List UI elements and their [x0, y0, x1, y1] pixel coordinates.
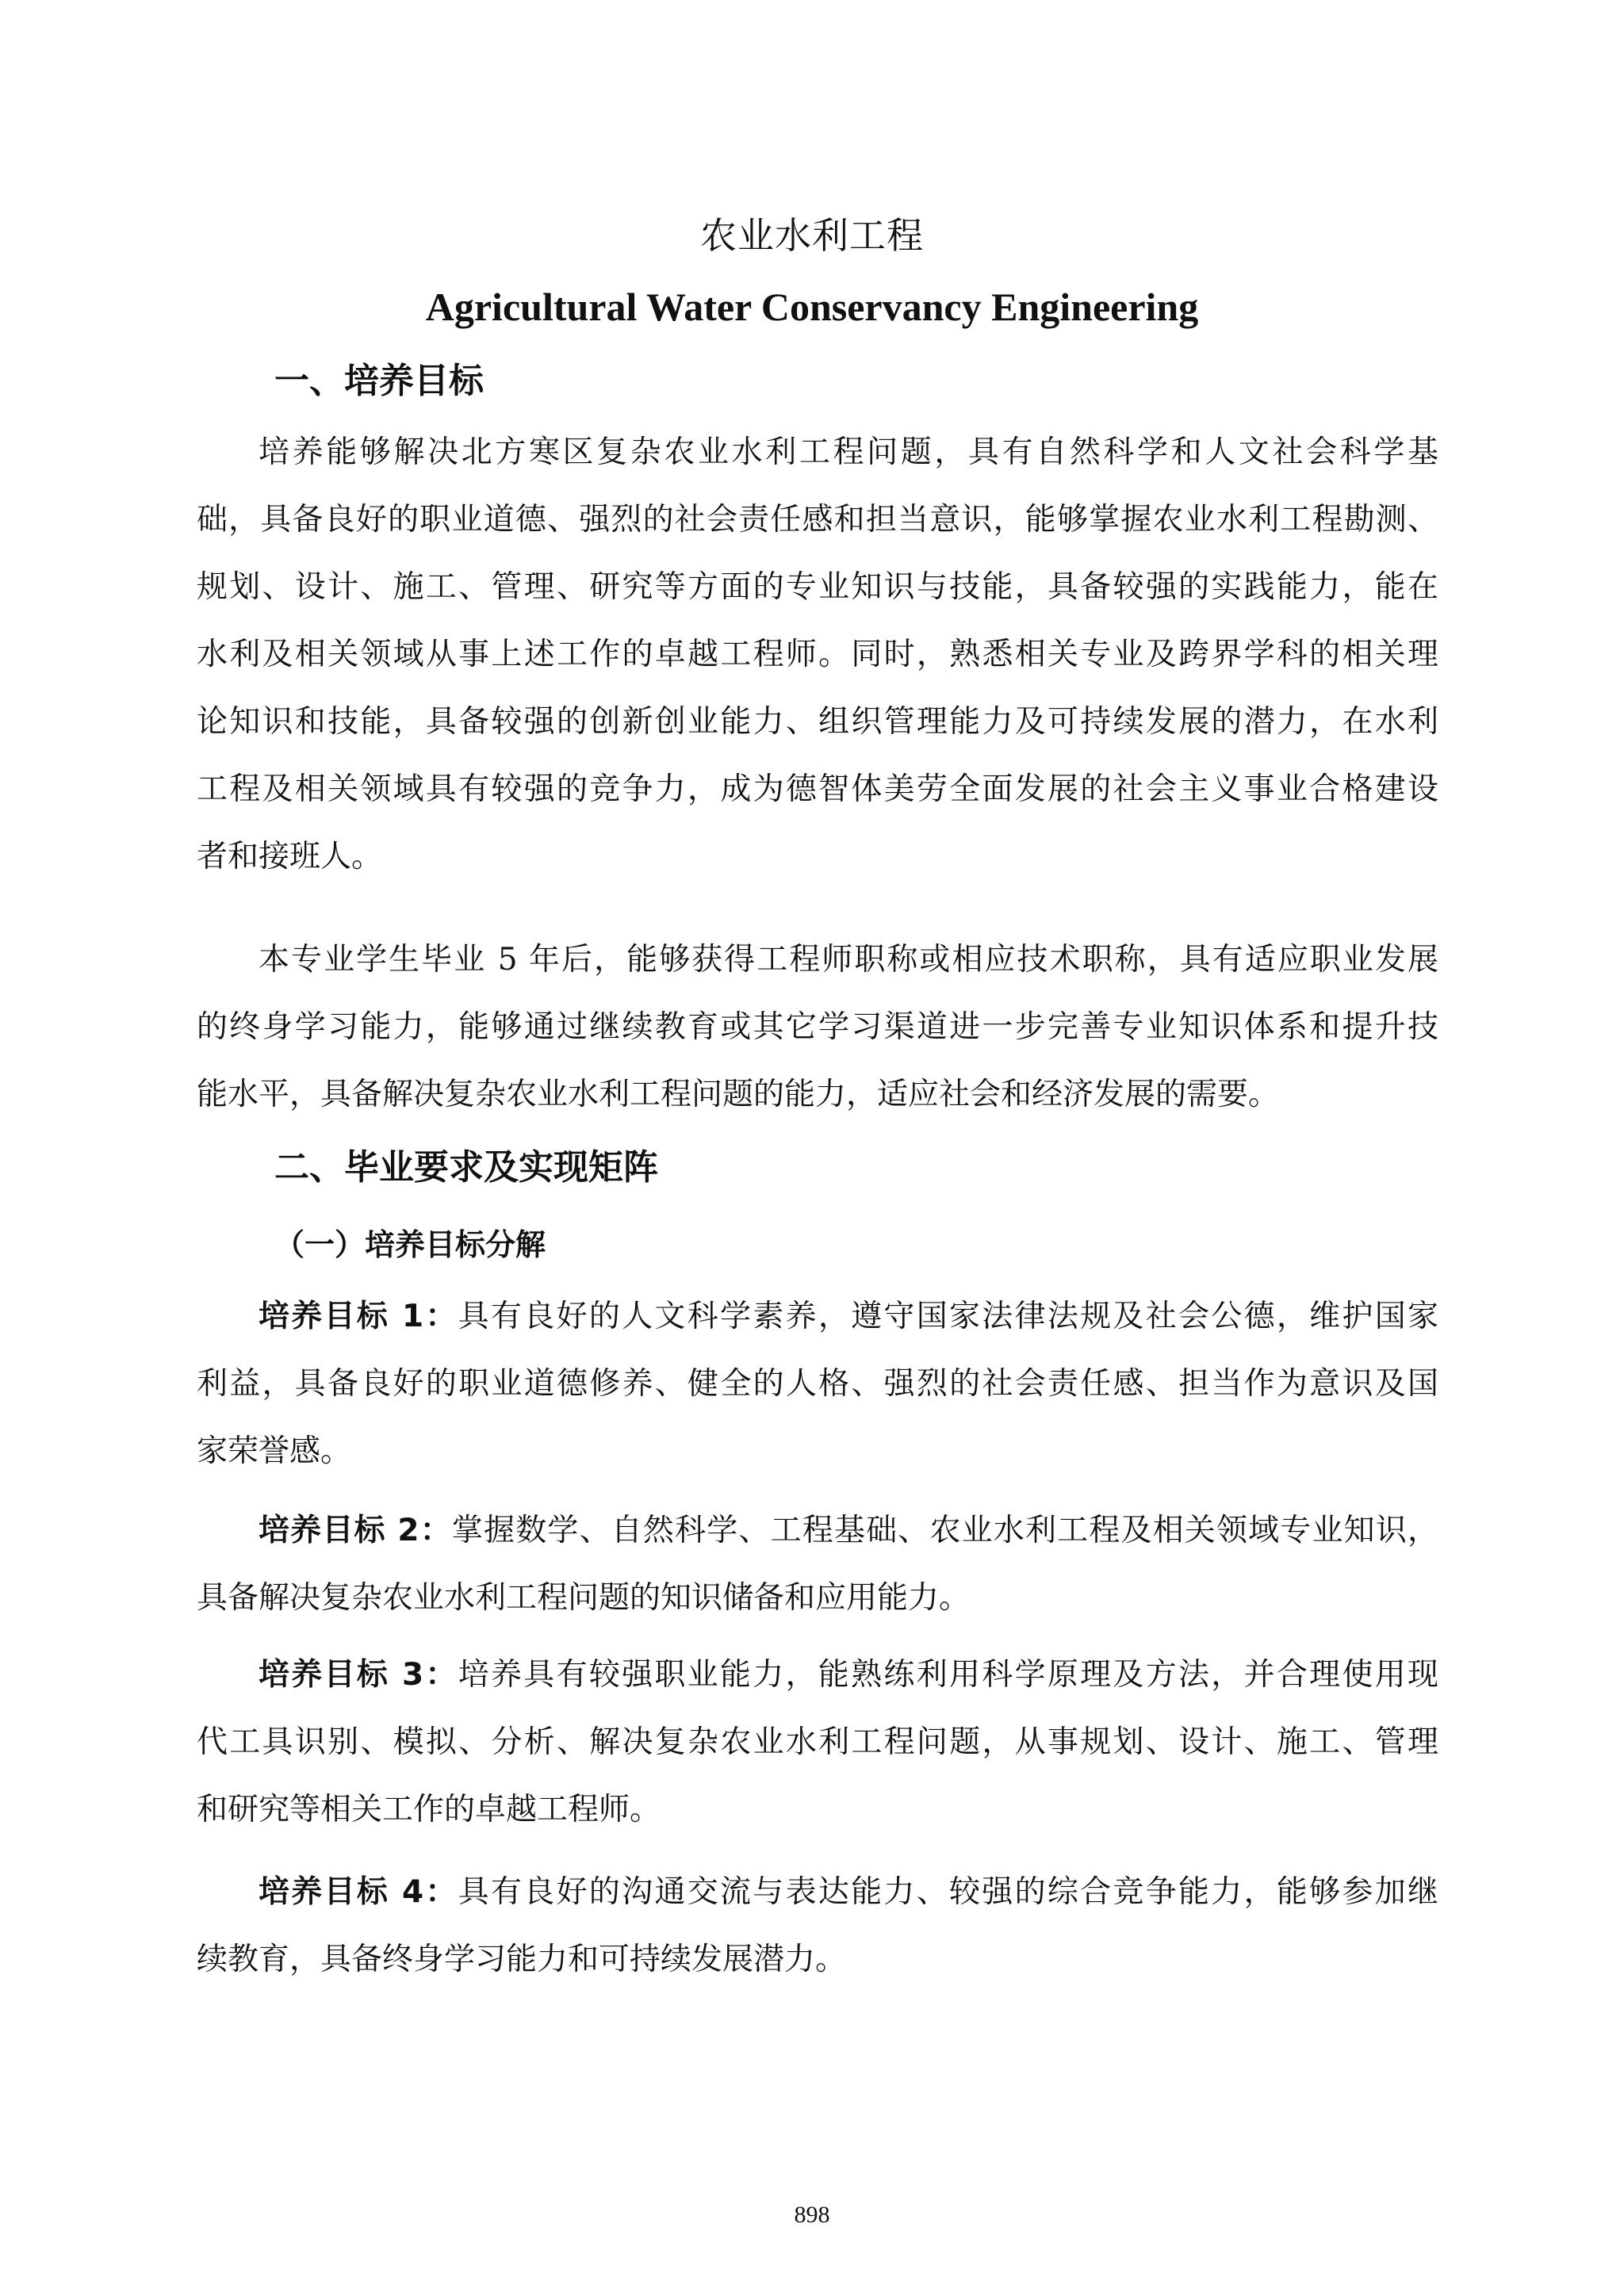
text-line: 续教育，具备终身学习能力和可持续发展潜力。	[197, 1942, 847, 1977]
objective-text: 具有良好的沟通交流与表达能力、较强的综合竞争能力，能够参加继	[458, 1874, 1438, 1910]
training-objective-2	[197, 1497, 1438, 1632]
text-line: 能水平，具备解决复杂农业水利工程问题的能力，适应社会和经济发展的需要。	[197, 1077, 1280, 1112]
objective-text: 培养具有较强职业能力，能熟练利用科学原理及方法，并合理使用现	[458, 1657, 1438, 1693]
objective-label: 培养目标 2：	[259, 1513, 452, 1548]
text-line: 本专业学生毕业 5 年后，能够获得工程师职称或相应技术职称，具有适应职业发展	[259, 942, 1438, 978]
text-line: 水利及相关领域从事上述工作的卓越工程师。同时，熟悉相关专业及跨界学科的相关理	[197, 637, 1438, 672]
text-line: 培养能够解决北方寒区复杂农业水利工程问题，具有自然科学和人文社会科学基	[259, 434, 1438, 470]
training-objective-3	[197, 1641, 1438, 1843]
text-line: 家荣誉感。	[197, 1433, 352, 1469]
objective-text: 掌握数学、自然科学、工程基础、农业水利工程及相关领域专业知识，	[451, 1513, 1438, 1548]
section-heading-training-objectives: 一、培养目标	[274, 361, 484, 401]
subsection-heading-objective-breakdown: （一）培养目标分解	[274, 1227, 546, 1262]
objective-text: 具有良好的人文科学素养，遵守国家法律法规及社会公德，维护国家	[458, 1299, 1438, 1334]
text-line: 的终身学习能力，能够通过继续教育或其它学习渠道进一步完善专业知识体系和提升技	[197, 1009, 1438, 1045]
text-line: 利益，具备良好的职业道德修养、健全的人格、强烈的社会责任感、担当作为意识及国	[197, 1366, 1438, 1402]
text-line: 论知识和技能，具备较强的创新创业能力、组织管理能力及可持续发展的潜力，在水利	[197, 704, 1438, 740]
text-line: 和研究等相关工作的卓越工程师。	[197, 1792, 661, 1827]
training-objective-4	[197, 1858, 1438, 1993]
page-number: 898	[794, 2202, 830, 2228]
document-title-chinese: 农业水利工程	[700, 214, 924, 257]
text-line	[197, 1641, 1438, 1709]
text-line: 具备解决复杂农业水利工程问题的知识储备和应用能力。	[197, 1580, 971, 1616]
text-line: 规划、设计、施工、管理、研究等方面的专业知识与技能，具备较强的实践能力，能在	[197, 569, 1438, 605]
objective-label: 培养目标 3：	[259, 1657, 458, 1693]
objective-label: 培养目标 4：	[259, 1874, 458, 1910]
training-objective-1	[197, 1283, 1438, 1485]
section-heading-graduation-requirements: 二、毕业要求及实现矩阵	[274, 1147, 658, 1188]
paragraph-training-objectives	[197, 419, 1438, 890]
document-title-english: Agricultural Water Conservancy Engineering	[425, 285, 1199, 329]
objective-label: 培养目标 1：	[259, 1299, 458, 1334]
text-line	[197, 1283, 1438, 1350]
text-line: 工程及相关领域具有较强的竞争力，成为德智体美劳全面发展的社会主义事业合格建设	[197, 771, 1438, 807]
text-line	[197, 1497, 1438, 1564]
text-line: 者和接班人。	[197, 839, 383, 874]
text-line: 础，具备良好的职业道德、强烈的社会责任感和担当意识，能够掌握农业水利工程勘测、	[197, 502, 1438, 538]
text-line	[197, 1858, 1438, 1926]
paragraph-graduate-development	[197, 926, 1438, 1128]
text-line: 代工具识别、模拟、分析、解决复杂农业水利工程问题，从事规划、设计、施工、管理	[197, 1724, 1438, 1760]
